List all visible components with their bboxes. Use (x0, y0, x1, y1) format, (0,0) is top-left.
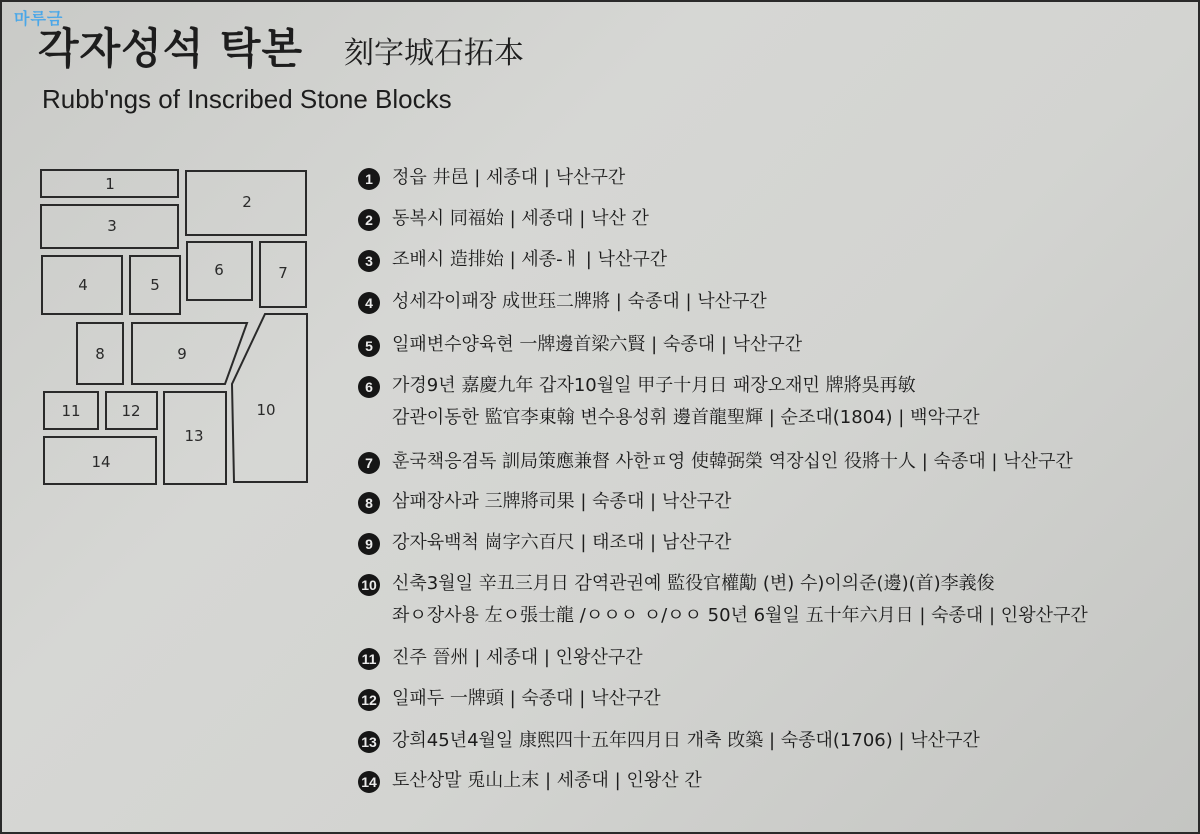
number-badge: 12 (358, 689, 380, 711)
number-badge: 11 (358, 648, 380, 670)
block-label-3: 3 (107, 217, 117, 235)
number-badge: 2 (358, 209, 380, 231)
title-hanja: 刻字城石拓本 (344, 36, 524, 71)
list-item (358, 490, 731, 518)
title-english: Rubb'ngs of Inscribed Stone Blocks (42, 84, 452, 114)
number-badge: 14 (358, 771, 380, 793)
item-text: 정읍 井邑 | 세종대 | 낙산구간 (392, 167, 626, 188)
list-item (358, 333, 802, 361)
block-label-5: 5 (150, 276, 160, 294)
item-text: 일패두 一牌頭 | 숙종대 | 낙산구간 (392, 688, 661, 709)
list-item (358, 248, 667, 276)
list-item (358, 646, 643, 674)
item-text: 성세각이패장 成世珏二牌將 | 숙종대 | 낙산구간 (392, 291, 767, 312)
item-text: 진주 晉州 | 세종대 | 인왕산구간 (392, 647, 643, 668)
block-label-1: 1 (105, 175, 115, 193)
number-badge: 10 (358, 574, 380, 596)
item-text: 좌ㅇ장사용 左ㅇ張士龍 /ㅇㅇㅇ ㅇ/ㅇㅇ 50년 6월일 五十年六月日 | 숙종대 | 인왕산구간 (392, 605, 1088, 626)
item-text: 일패변수양육현 一牌邊首梁六賢 | 숙종대 | 낙산구간 (392, 334, 803, 355)
number-badge: 7 (358, 452, 380, 474)
item-text: 감관이동한 監官李東翰 변수용성휘 邊首龍聖輝 | 순조대(1804) | 백악구간 (392, 407, 980, 428)
list-item (358, 290, 767, 318)
block-label-6: 6 (214, 261, 224, 279)
block-label-12: 12 (121, 402, 141, 420)
block-label-14: 14 (91, 453, 111, 471)
number-badge: 9 (358, 533, 380, 555)
item-text: 삼패장사과 三牌將司果 | 숙종대 | 낙산구간 (392, 491, 732, 512)
list-item (358, 450, 1073, 478)
title-korean: 각자성석 탁본 (38, 24, 304, 73)
item-text: 강희45년4월일 康熙四十五年四月日 개축 攺築 | 숙종대(1706) | 낙산구간 (392, 730, 980, 751)
item-text: 신축3월일 辛丑三月日 감역관권예 監役官權勱 (변) 수)이의준(邊)(首)李義俊 (392, 573, 995, 594)
block-outline-10 (232, 314, 307, 482)
block-label-7: 7 (278, 264, 288, 282)
list-item (358, 687, 661, 715)
number-badge: 5 (358, 335, 380, 357)
number-badge: 1 (358, 168, 380, 190)
block-label-13: 13 (184, 427, 204, 445)
block-outline-9 (132, 323, 247, 384)
list-item (358, 769, 702, 797)
block-label-9: 9 (177, 345, 187, 363)
block-label-11: 11 (61, 402, 81, 420)
number-badge: 8 (358, 492, 380, 514)
watermark: 마루금 (14, 9, 64, 28)
block-label-10: 10 (256, 401, 276, 419)
list-item (358, 207, 649, 235)
number-badge: 13 (358, 731, 380, 753)
item-text: 가경9년 嘉慶九年 갑자10월일 甲子十月日 패장오재민 牌將吳再敏 (392, 375, 916, 396)
list-item (358, 374, 980, 434)
item-text: 조배시 造排始 | 세종-ㅐ | 낙산구간 (392, 249, 668, 270)
block-label-8: 8 (95, 345, 105, 363)
item-text: 동복시 同福始 | 세종대 | 낙산 간 (392, 208, 649, 229)
item-text: 강자육백척 崗字六百尺 | 태조대 | 남산구간 (392, 532, 732, 553)
number-badge: 3 (358, 250, 380, 272)
block-label-4: 4 (78, 276, 88, 294)
number-badge: 6 (358, 376, 380, 398)
list-item (358, 166, 625, 194)
item-text: 훈국책응겸독 訓局策應兼督 사한ㅍ영 使韓弼榮 역장십인 役將十人 | 숙종대 | 낙산구간 (392, 451, 1073, 472)
list-item (358, 531, 731, 559)
list-item (358, 729, 980, 757)
number-badge: 4 (358, 292, 380, 314)
item-text: 토산상말 兎山上末 | 세종대 | 인왕산 간 (392, 770, 702, 791)
block-label-2: 2 (242, 193, 252, 211)
list-item (358, 572, 1088, 632)
